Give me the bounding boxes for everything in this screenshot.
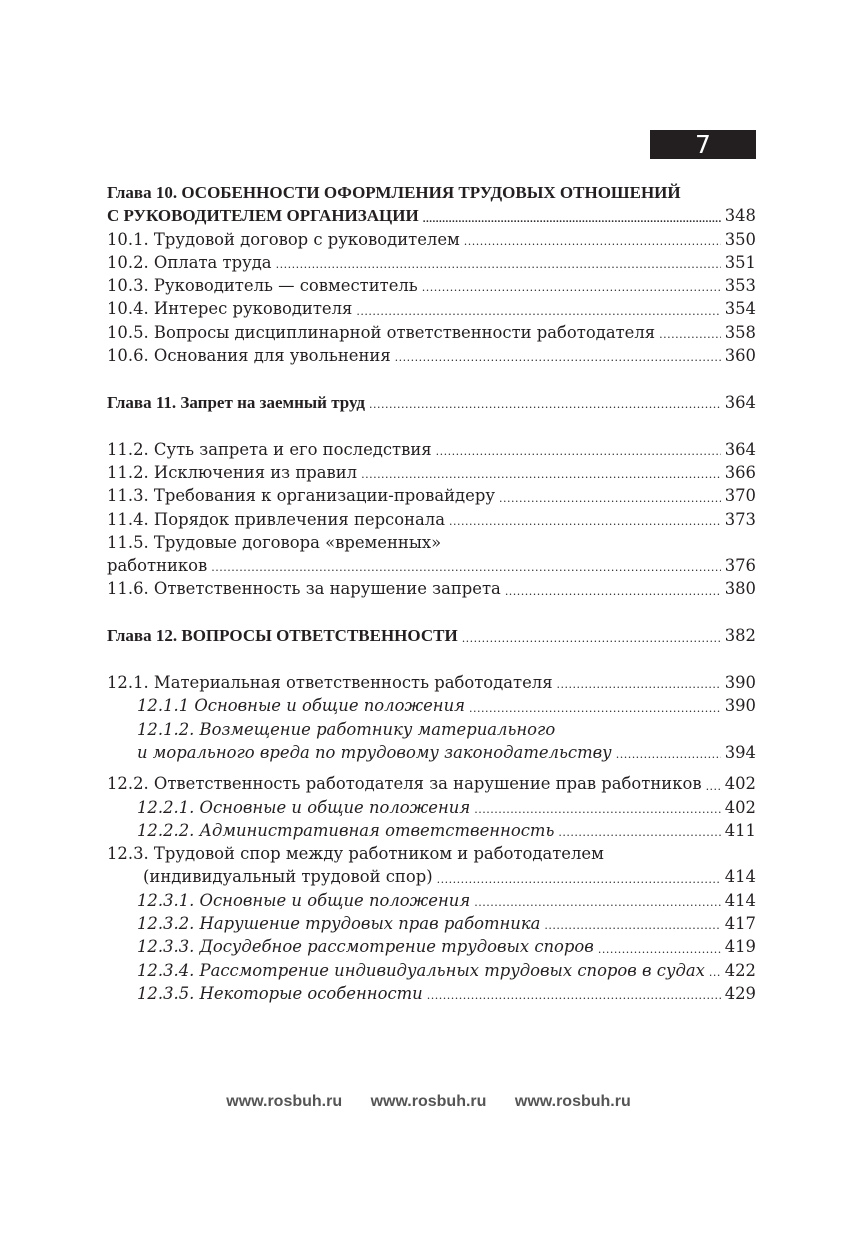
list-item: 12.3. Трудовой спор между работником и работодателем (107, 844, 604, 864)
website-link[interactable]: www.rosbuh.ru (226, 1093, 343, 1110)
list-item: 10.1. Трудовой договор с руководителем ..... 350 (107, 228, 756, 251)
list-item: 10.4. Интерес руководителя ..... 354 (107, 297, 756, 320)
website-link[interactable]: www.rosbuh.ru (370, 1093, 487, 1110)
list-item: 12.2.2. Административная ответственность ..... 411 (107, 819, 756, 842)
list-item: 11.2. Исключения из правил ..... 366 (107, 461, 756, 484)
list-item-cont: (индивидуальный трудовой спор) ..... 414 (107, 865, 756, 888)
chapter-12-title: Глава 12. ВОПРОСЫ ОТВЕТСТВЕННОСТИ ..... 382 (107, 624, 756, 647)
chapter-10-title: Глава 10. ОСОБЕННОСТИ ОФОРМЛЕНИЯ ТРУДОВЫХ ОТНОШЕНИЙ (107, 183, 681, 202)
list-item-cont: работников ..... 376 (107, 554, 756, 577)
list-item: 11.5. Трудовые договора «временных» (107, 532, 442, 552)
footer (0, 1093, 857, 1111)
list-item: 11.2. Суть запрета и его последствия ..... 364 (107, 438, 756, 461)
list-item: 12.1.1 Основные и общие положения ..... 390 (107, 694, 756, 717)
list-item: 12.3.2. Нарушение трудовых прав работника ..... 417 (107, 912, 756, 935)
list-item: 11.6. Ответственность за нарушение запрета ..... 380 (107, 577, 756, 600)
list-item: 11.4. Порядок привлечения персонала ..... 373 (107, 508, 756, 531)
list-item: 12.3.5. Некоторые особенности ..... 429 (107, 982, 756, 1005)
list-item: 12.2. Ответственность работодателя за нарушение прав работников ..... 402 (107, 772, 756, 795)
page-number: 7 (650, 130, 756, 159)
list-item: 10.2. Оплата труда ..... 351 (107, 251, 756, 274)
list-item: 10.5. Вопросы дисциплинарной ответственности работодателя ..... 358 (107, 321, 756, 344)
list-item: 12.1.2. Возмещение работнику материального (137, 719, 556, 739)
website-link[interactable]: www.rosbuh.ru (514, 1093, 631, 1110)
chapter-10-title-cont: С РУКОВОДИТЕЛЕМ ОРГАНИЗАЦИИ ..... 348 (107, 204, 756, 227)
list-item: 10.3. Руководитель — совместитель ..... 353 (107, 274, 756, 297)
list-item: 11.3. Требования к организации-провайдеру ..... 370 (107, 484, 756, 507)
list-item: 10.6. Основания для увольнения ..... 360 (107, 344, 756, 367)
chapter-11-title: Глава 11. Запрет на заемный труд ..... 364 (107, 391, 756, 414)
list-item-cont: и морального вреда по трудовому законодательству ..... 394 (107, 741, 756, 764)
list-item: 12.2.1. Основные и общие положения ..... 402 (107, 796, 756, 819)
list-item: 12.3.4. Рассмотрение индивидуальных трудовых споров в судах ..... 422 (107, 959, 756, 982)
list-item: 12.3.1. Основные и общие положения ..... 414 (107, 889, 756, 912)
list-item: 12.1. Материальная ответственность работодателя ..... 390 (107, 671, 756, 694)
table-of-contents (107, 181, 756, 1005)
list-item: 12.3.3. Досудебное рассмотрение трудовых споров ..... 419 (107, 935, 756, 958)
